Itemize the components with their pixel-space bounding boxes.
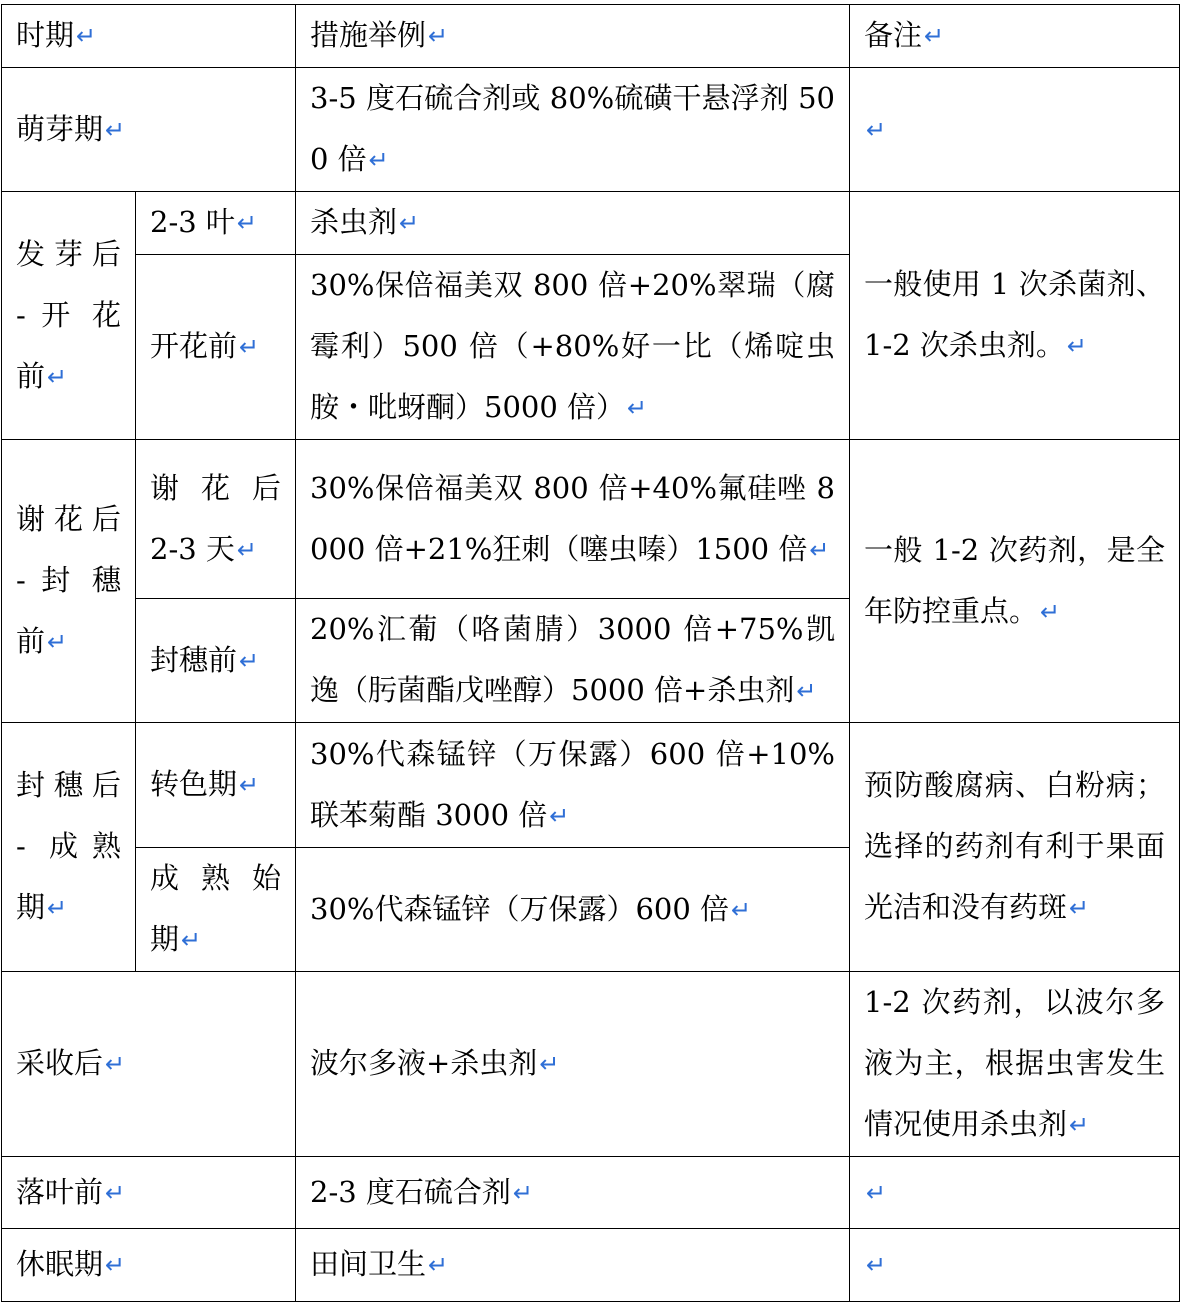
measure-cell: 3-5 度石硫合剂或 80%硫磺干悬浮剂 500 倍↵	[296, 68, 850, 192]
table-row	[2, 1157, 1180, 1229]
header-notes: 备注↵	[850, 5, 1180, 68]
note-cell: ↵	[850, 1229, 1180, 1302]
header-measures: 措施举例↵	[296, 5, 850, 68]
measure-cell: 波尔多液+杀虫剂↵	[296, 972, 850, 1157]
stage-cell: 2-3 叶↵	[136, 192, 296, 255]
stage-cell: 成 熟 始 期↵	[136, 848, 296, 972]
table-row	[2, 1229, 1180, 1302]
table-row	[2, 723, 1180, 848]
table-row	[2, 972, 1180, 1157]
period-cell: 萌芽期↵	[2, 68, 296, 192]
header-period: 时期↵	[2, 5, 296, 68]
note-cell: 1-2 次药剂，以波尔多液为主，根据虫害发生情况使用杀虫剂↵	[850, 972, 1180, 1157]
period-cell: 封穗后 - 成熟期↵	[2, 723, 136, 972]
table-row	[2, 440, 1180, 599]
table-row	[2, 192, 1180, 255]
stage-cell: 开花前↵	[136, 255, 296, 440]
stage-cell: 谢 花 后 2-3 天↵	[136, 440, 296, 599]
measure-cell: 30%保倍福美双 800 倍+40%氟硅唑 8000 倍+21%狂刺（噻虫嗪）1500 倍↵	[296, 440, 850, 599]
header-row	[2, 5, 1180, 68]
measure-cell: 30%保倍福美双 800 倍+20%翠瑞（腐霉利）500 倍（+80%好一比（烯啶虫胺・吡蚜酮）5000 倍）↵	[296, 255, 850, 440]
note-cell: 一般 1-2 次药剂，是全年防控重点。↵	[850, 440, 1180, 723]
measure-cell: 杀虫剂↵	[296, 192, 850, 255]
measure-cell: 田间卫生↵	[296, 1229, 850, 1302]
note-cell: ↵	[850, 68, 1180, 192]
table-row	[2, 68, 1180, 192]
measure-cell: 20%汇葡（咯菌腈）3000 倍+75%凯逸（肟菌酯戊唑醇）5000 倍+杀虫剂↵	[296, 599, 850, 723]
period-cell: 采收后↵	[2, 972, 296, 1157]
period-cell: 发芽后 - 开 花 前↵	[2, 192, 136, 440]
measure-cell: 30%代森锰锌（万保露）600 倍+10%联苯菊酯 3000 倍↵	[296, 723, 850, 848]
period-cell: 谢花后 - 封 穗 前↵	[2, 440, 136, 723]
spray-schedule-table	[1, 4, 1180, 1302]
measure-cell: 30%代森锰锌（万保露）600 倍↵	[296, 848, 850, 972]
period-cell: 落叶前↵	[2, 1157, 296, 1229]
stage-cell: 转色期↵	[136, 723, 296, 848]
period-cell: 休眠期↵	[2, 1229, 296, 1302]
measure-cell: 2-3 度石硫合剂↵	[296, 1157, 850, 1229]
note-cell: 预防酸腐病、白粉病；选择的药剂有利于果面光洁和没有药斑↵	[850, 723, 1180, 972]
note-cell: 一般使用 1 次杀菌剂、1-2 次杀虫剂。↵	[850, 192, 1180, 440]
stage-cell: 封穗前↵	[136, 599, 296, 723]
note-cell: ↵	[850, 1157, 1180, 1229]
